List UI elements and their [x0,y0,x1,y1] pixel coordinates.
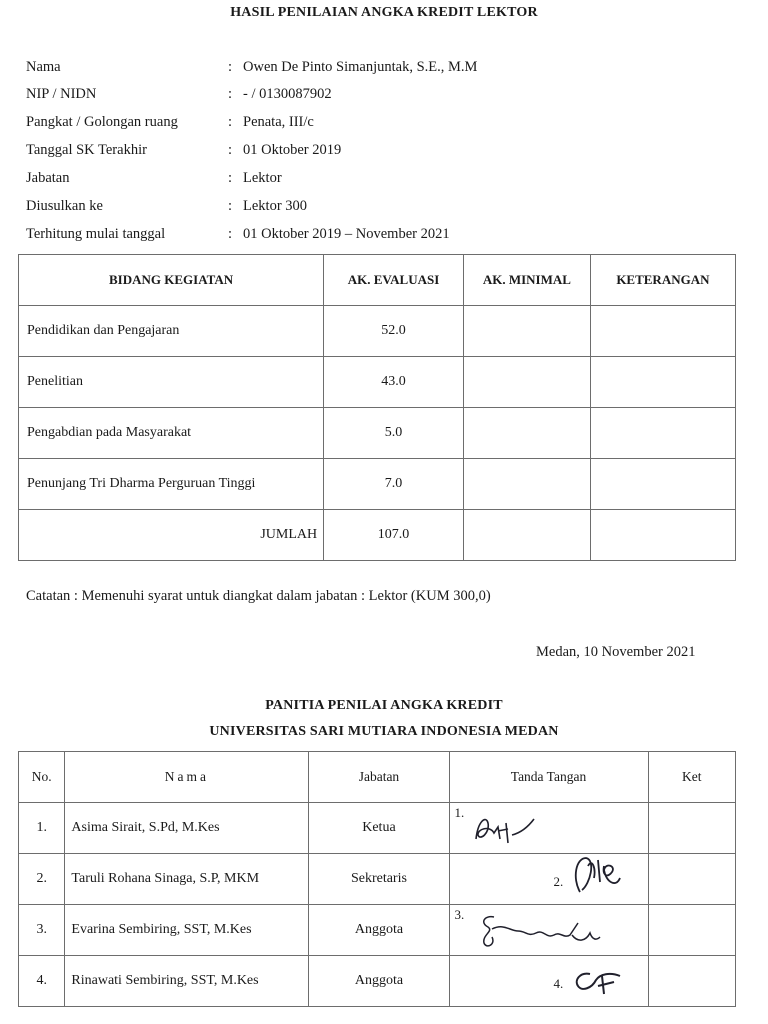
cell-evaluasi: 5.0 [324,408,464,459]
info-separator: : [228,114,233,130]
kredit-table-header [19,255,736,306]
cell-no: 1. [19,803,65,854]
info-label: Jabatan [26,170,70,186]
cell-nama: Taruli Rohana Sinaga, S.P, MKM [65,854,309,905]
info-separator: : [228,198,233,214]
cell-tanda-tangan [449,803,648,854]
signature-number: 1. [454,805,465,820]
table-row [19,306,736,357]
cell-jabatan: Anggota [309,905,449,956]
panitia-title: PANITIA PENILAI ANGKA KREDIT [265,698,503,713]
info-separator: : [228,170,233,186]
signature-number: 2. [553,874,564,889]
info-value: Lektor [243,170,282,186]
table-row [19,408,736,459]
info-label: NIP / NIDN [26,86,97,102]
header-no: No. [19,752,65,803]
info-separator: : [228,59,233,75]
info-label: Diusulkan ke [26,198,103,214]
info-separator: : [228,142,233,158]
cell-keterangan [590,408,735,459]
kredit-table [18,254,736,561]
info-separator: : [228,226,233,242]
table-row [19,905,736,956]
info-value: Lektor 300 [243,198,308,214]
cell-ket [648,803,736,854]
cell-tanda-tangan [449,956,648,1007]
cell-keterangan [590,459,735,510]
signature-number: 3. [454,907,465,922]
panitia-table [18,751,736,1007]
info-label: Nama [26,59,61,75]
panitia-table-header [19,752,736,803]
signature-number: 4. [553,976,564,991]
cell-tanda-tangan [449,905,648,956]
table-row [19,357,736,408]
info-value: Owen De Pinto Simanjuntak, S.E., M.M [243,59,478,75]
cell-jabatan: Ketua [309,803,449,854]
cell-evaluasi: 52.0 [324,306,464,357]
cell-minimal [463,357,590,408]
info-value: - / 0130087902 [243,86,332,102]
header-tanda-tangan: Tanda Tangan [449,752,648,803]
cell-ket [648,854,736,905]
cell-keterangan [590,357,735,408]
cell-evaluasi: 7.0 [324,459,464,510]
table-row [19,956,736,1007]
info-separator: : [228,86,233,102]
signature-1-image [468,809,538,849]
document-title: HASIL PENILAIAN ANGKA KREDIT LEKTOR [230,5,538,20]
cell-minimal [463,510,590,561]
cell-keterangan [590,510,735,561]
header-ket: Ket [648,752,736,803]
cell-evaluasi: 43.0 [324,357,464,408]
total-value: 107.0 [324,510,464,561]
info-value: 01 Oktober 2019 [243,142,342,158]
cell-bidang: Pendidikan dan Pengajaran [19,306,324,357]
cell-jabatan: Anggota [309,956,449,1007]
cell-nama: Rinawati Sembiring, SST, M.Kes [65,956,309,1007]
cell-ket [648,956,736,1007]
cell-no: 4. [19,956,65,1007]
info-label: Tanggal SK Terakhir [26,142,147,158]
total-row [19,510,736,561]
cell-tanda-tangan [449,854,648,905]
header-ak-evaluasi: AK. EVALUASI [324,255,464,306]
cell-bidang: Pengabdian pada Masyarakat [19,408,324,459]
table-row [19,803,736,854]
cell-nama: Asima Sirait, S.Pd, M.Kes [65,803,309,854]
cell-minimal [463,459,590,510]
signature-2-image [566,848,626,902]
cell-bidang: Penunjang Tri Dharma Perguruan Tinggi [19,459,324,510]
cell-no: 3. [19,905,65,956]
cell-minimal [463,408,590,459]
header-ak-minimal: AK. MINIMAL [463,255,590,306]
cell-nama: Evarina Sembiring, SST, M.Kes [65,905,309,956]
university-title: UNIVERSITAS SARI MUTIARA INDONESIA MEDAN [209,724,559,739]
signature-3-image [474,909,604,953]
header-jabatan: Jabatan [309,752,449,803]
info-label: Pangkat / Golongan ruang [26,114,178,130]
signature-4-image [568,964,630,998]
cell-minimal [463,306,590,357]
info-value: 01 Oktober 2019 – November 2021 [243,226,450,242]
table-row [19,459,736,510]
note-text: Catatan : Memenuhi syarat untuk diangkat dalam jabatan : Lektor (KUM 300,0) [26,588,491,604]
cell-ket [648,905,736,956]
info-label: Terhitung mulai tanggal [26,226,166,242]
info-value: Penata, III/c [243,114,314,130]
cell-jabatan: Sekretaris [309,854,449,905]
header-nama: Nama [65,752,309,803]
total-label: JUMLAH [19,510,324,561]
cell-no: 2. [19,854,65,905]
table-row [19,854,736,905]
header-bidang-kegiatan: BIDANG KEGIATAN [19,255,324,306]
cell-keterangan [590,306,735,357]
place-date: Medan, 10 November 2021 [536,644,696,660]
cell-bidang: Penelitian [19,357,324,408]
header-keterangan: KETERANGAN [590,255,735,306]
